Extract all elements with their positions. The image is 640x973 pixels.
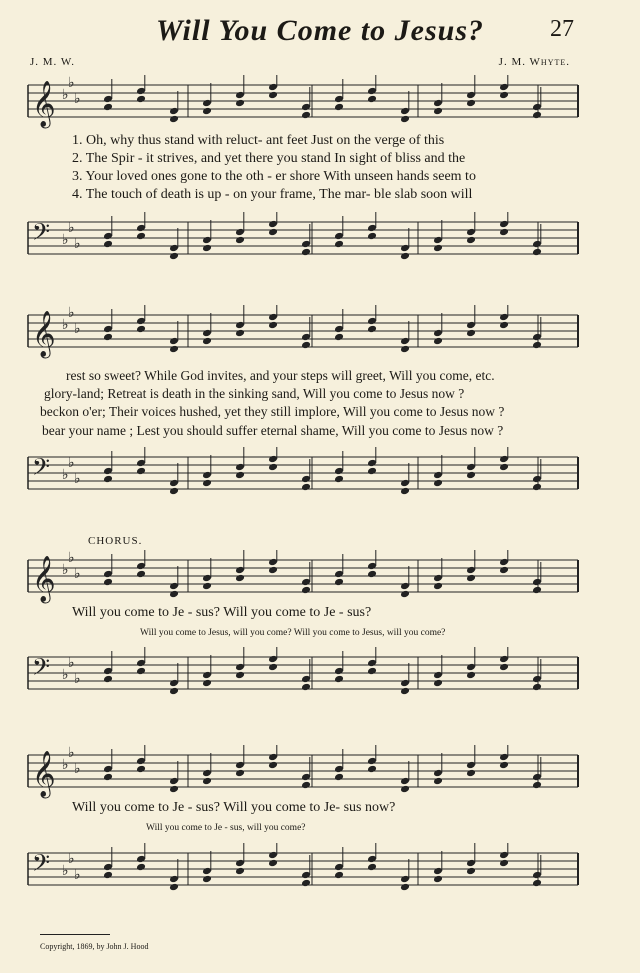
page-number: 27 [550,16,574,42]
svg-text:♭: ♭ [74,91,81,107]
verse-line-4b: bear your name ; Lest you should suffer eternal shame, Will you come to Jesus now ? [42,423,504,438]
author-left: J. M. W. [30,56,75,68]
svg-text:♭: ♭ [74,321,81,337]
svg-text:𝄢: 𝄢 [32,849,51,882]
svg-text:𝄞: 𝄞 [32,751,56,797]
chorus-2-melody: Will you come to Je - sus? Will you come to Je- sus now? [72,800,396,815]
verse-line-2b: glory-land; Retreat is death in the sinking sand, Will you come to Jesus now ? [44,386,465,401]
svg-text:♭: ♭ [62,87,69,103]
svg-text:♭: ♭ [62,467,69,483]
svg-text:♭: ♭ [68,305,75,321]
svg-text:♭: ♭ [74,236,81,252]
treble-staff-4 [0,745,640,805]
verse-line-3b: beckon o'er; Their voices hushed, yet they still implore, Will you come to Jesus now ? [40,404,505,419]
copyright-notice: Copyright, 1869, by John J. Hood [40,942,149,951]
svg-text:♭: ♭ [68,655,75,671]
svg-text:♭: ♭ [62,757,69,773]
svg-text:♭: ♭ [74,761,81,777]
verse-line-4a: 4. The touch of death is up - on your frame, The mar- ble slab soon will [72,187,473,202]
hymn-title: Will You Come to Jesus? [155,14,485,47]
chorus-label: CHORUS. [88,535,143,547]
bass-staff-1 [0,212,640,272]
footer-rule [40,934,110,935]
svg-text:♭: ♭ [68,745,75,761]
treble-staff-1 [0,75,640,135]
svg-text:♭: ♭ [62,667,69,683]
verse-line-3a: 3. Your loved ones gone to the oth - er shore With unseen hands seem to [72,169,476,184]
bass-staff-3 [0,647,640,707]
svg-text:♭: ♭ [62,232,69,248]
svg-text:𝄢: 𝄢 [32,453,51,486]
svg-text:♭: ♭ [74,566,81,582]
treble-staff-3 [0,550,640,610]
svg-text:𝄞: 𝄞 [32,311,56,357]
chorus-1-melody: Will you come to Je - sus? Will you come to Je - sus? [72,605,372,620]
verse-line-1a: 1. Oh, why thus stand with reluct- ant feet Just on the verge of this [72,133,445,148]
treble-staff-2 [0,305,640,365]
svg-text:♭: ♭ [68,550,75,566]
bass-staff-2 [0,447,640,507]
svg-text:♭: ♭ [74,471,81,487]
author-right: J. M. Whyte. [498,56,570,68]
svg-text:♭: ♭ [74,867,81,883]
svg-text:♭: ♭ [62,317,69,333]
svg-text:𝄢: 𝄢 [32,218,51,251]
verse-line-2a: 2. The Spir - it strives, and yet there you stand In sight of bliss and the [72,151,466,166]
svg-text:𝄞: 𝄞 [32,556,56,602]
svg-text:𝄞: 𝄞 [32,81,56,127]
verse-line-1b: rest so sweet? While God invites, and your steps will greet, Will you come, etc. [66,368,495,383]
chorus-2-echo: Will you come to Je - sus, will you come? [146,823,306,833]
svg-text:♭: ♭ [62,562,69,578]
svg-text:♭: ♭ [68,455,75,471]
svg-text:♭: ♭ [68,851,75,867]
bass-staff-4 [0,843,640,903]
svg-text:♭: ♭ [68,75,75,91]
svg-text:𝄢: 𝄢 [32,653,51,686]
svg-text:♭: ♭ [62,863,69,879]
svg-text:♭: ♭ [68,220,75,236]
svg-text:♭: ♭ [74,671,81,687]
chorus-1-echo: Will you come to Jesus, will you come? Will you come to Jesus, will you come? [140,628,446,638]
